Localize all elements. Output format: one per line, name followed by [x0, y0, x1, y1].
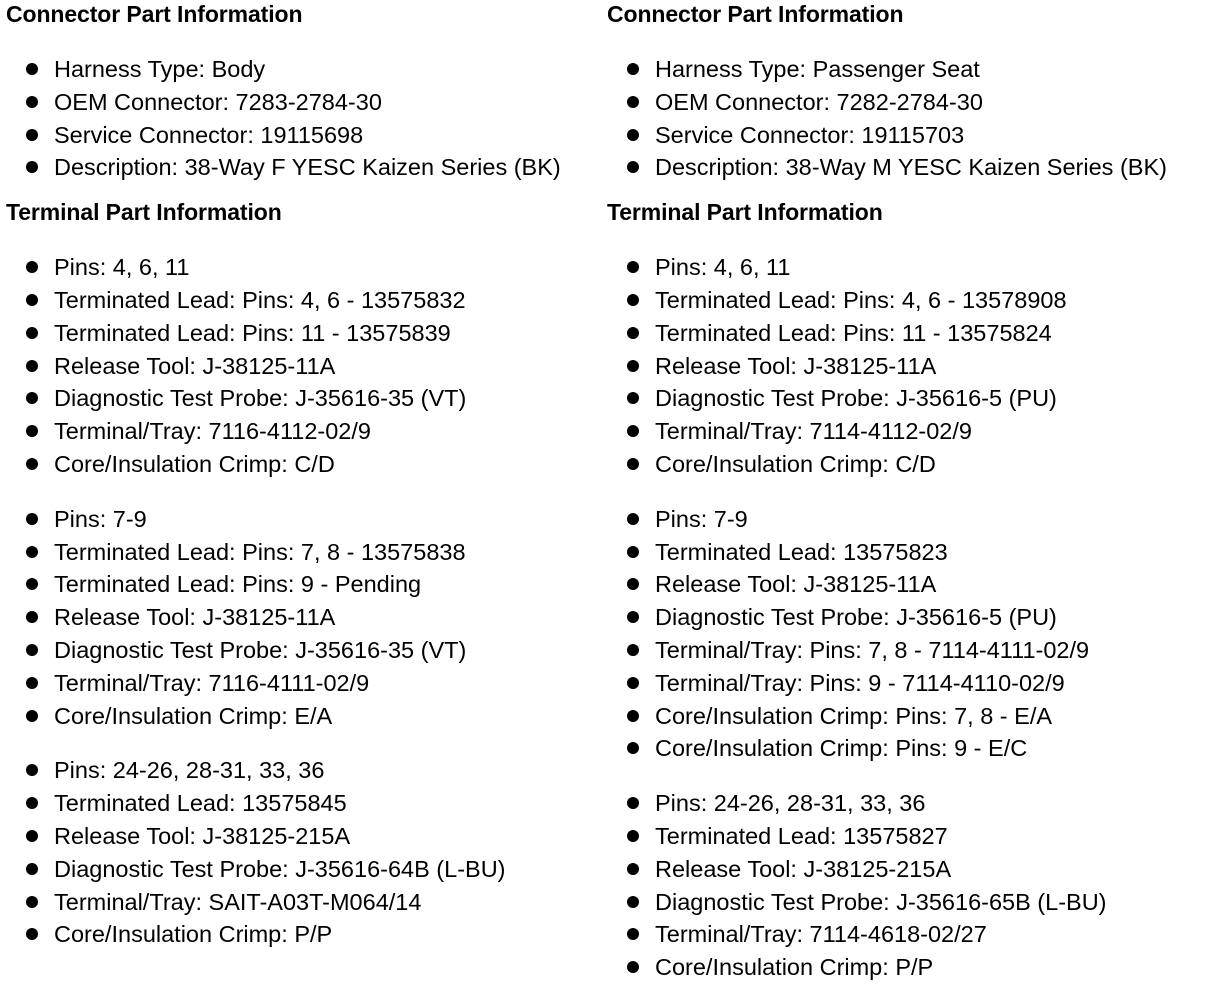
list-item: OEM Connector: 7283-2784-30	[6, 86, 604, 119]
list-item: Diagnostic Test Probe: J-35616-5 (PU)	[607, 382, 1212, 415]
list-item: Pins: 4, 6, 11	[607, 251, 1212, 284]
terminal-group-3	[607, 787, 1212, 984]
terminal-group-3	[6, 754, 604, 951]
list-item: Core/Insulation Crimp: E/A	[6, 700, 604, 733]
list-item: Diagnostic Test Probe: J-35616-5 (PU)	[607, 601, 1212, 634]
connector-part-heading: Connector Part Information	[6, 1, 303, 27]
connector-part-heading: Connector Part Information	[607, 1, 904, 27]
list-item: Terminated Lead: Pins: 7, 8 - 13575838	[6, 536, 604, 569]
list-item: Release Tool: J-38125-215A	[607, 853, 1212, 886]
list-item: Terminated Lead: Pins: 9 - Pending	[6, 568, 604, 601]
list-item: Terminal/Tray: SAIT-A03T-M064/14	[6, 886, 604, 919]
list-item: Terminated Lead: Pins: 11 - 13575839	[6, 317, 604, 350]
terminal-part-heading: Terminal Part Information	[6, 199, 282, 226]
list-item: Terminated Lead: 13575845	[6, 787, 604, 820]
list-item: Pins: 4, 6, 11	[6, 251, 604, 284]
terminal-group-1	[6, 251, 604, 481]
list-item: Diagnostic Test Probe: J-35616-35 (VT)	[6, 634, 604, 667]
list-item: Core/Insulation Crimp: Pins: 9 - E/C	[607, 732, 1212, 765]
list-item: Service Connector: 19115703	[607, 119, 1212, 152]
list-item: Core/Insulation Crimp: P/P	[6, 918, 604, 951]
list-item: Release Tool: J-38125-11A	[6, 350, 604, 383]
list-item: Diagnostic Test Probe: J-35616-65B (L-BU)	[607, 886, 1212, 919]
list-item: OEM Connector: 7282-2784-30	[607, 86, 1212, 119]
list-item: Diagnostic Test Probe: J-35616-64B (L-BU)	[6, 853, 604, 886]
list-item: Terminal/Tray: 7116-4111-02/9	[6, 667, 604, 700]
list-item: Core/Insulation Crimp: C/D	[6, 448, 604, 481]
list-item: Terminated Lead: Pins: 4, 6 - 13578908	[607, 284, 1212, 317]
list-item: Pins: 7-9	[6, 503, 604, 536]
connector-part-list	[6, 53, 604, 184]
list-item: Pins: 24-26, 28-31, 33, 36	[607, 787, 1212, 820]
connector-part-list	[607, 53, 1212, 184]
list-item: Terminated Lead: Pins: 11 - 13575824	[607, 317, 1212, 350]
right-column	[607, 0, 1212, 984]
list-item: Terminated Lead: Pins: 4, 6 - 13575832	[6, 284, 604, 317]
list-item: Service Connector: 19115698	[6, 119, 604, 152]
left-column	[6, 0, 604, 951]
list-item: Terminal/Tray: 7114-4618-02/27	[607, 918, 1212, 951]
list-item: Release Tool: J-38125-11A	[607, 350, 1212, 383]
list-item: Terminal/Tray: Pins: 9 - 7114-4110-02/9	[607, 667, 1212, 700]
list-item: Core/Insulation Crimp: P/P	[607, 951, 1212, 984]
list-item: Terminal/Tray: 7114-4112-02/9	[607, 415, 1212, 448]
list-item: Terminal/Tray: Pins: 7, 8 - 7114-4111-02/9	[607, 634, 1212, 667]
terminal-group-2	[6, 503, 604, 733]
list-item: Terminated Lead: 13575823	[607, 536, 1212, 569]
terminal-part-heading: Terminal Part Information	[607, 199, 883, 226]
terminal-group-2	[607, 503, 1212, 765]
list-item: Description: 38-Way M YESC Kaizen Series (BK)	[607, 151, 1212, 184]
list-item: Core/Insulation Crimp: C/D	[607, 448, 1212, 481]
list-item: Release Tool: J-38125-11A	[607, 568, 1212, 601]
list-item: Pins: 7-9	[607, 503, 1212, 536]
list-item: Release Tool: J-38125-11A	[6, 601, 604, 634]
terminal-group-1	[607, 251, 1212, 481]
list-item: Harness Type: Body	[6, 53, 604, 86]
list-item: Terminal/Tray: 7116-4112-02/9	[6, 415, 604, 448]
list-item: Pins: 24-26, 28-31, 33, 36	[6, 754, 604, 787]
list-item: Terminated Lead: 13575827	[607, 820, 1212, 853]
list-item: Diagnostic Test Probe: J-35616-35 (VT)	[6, 382, 604, 415]
list-item: Description: 38-Way F YESC Kaizen Series (BK)	[6, 151, 604, 184]
list-item: Core/Insulation Crimp: Pins: 7, 8 - E/A	[607, 700, 1212, 733]
list-item: Release Tool: J-38125-215A	[6, 820, 604, 853]
list-item: Harness Type: Passenger Seat	[607, 53, 1212, 86]
